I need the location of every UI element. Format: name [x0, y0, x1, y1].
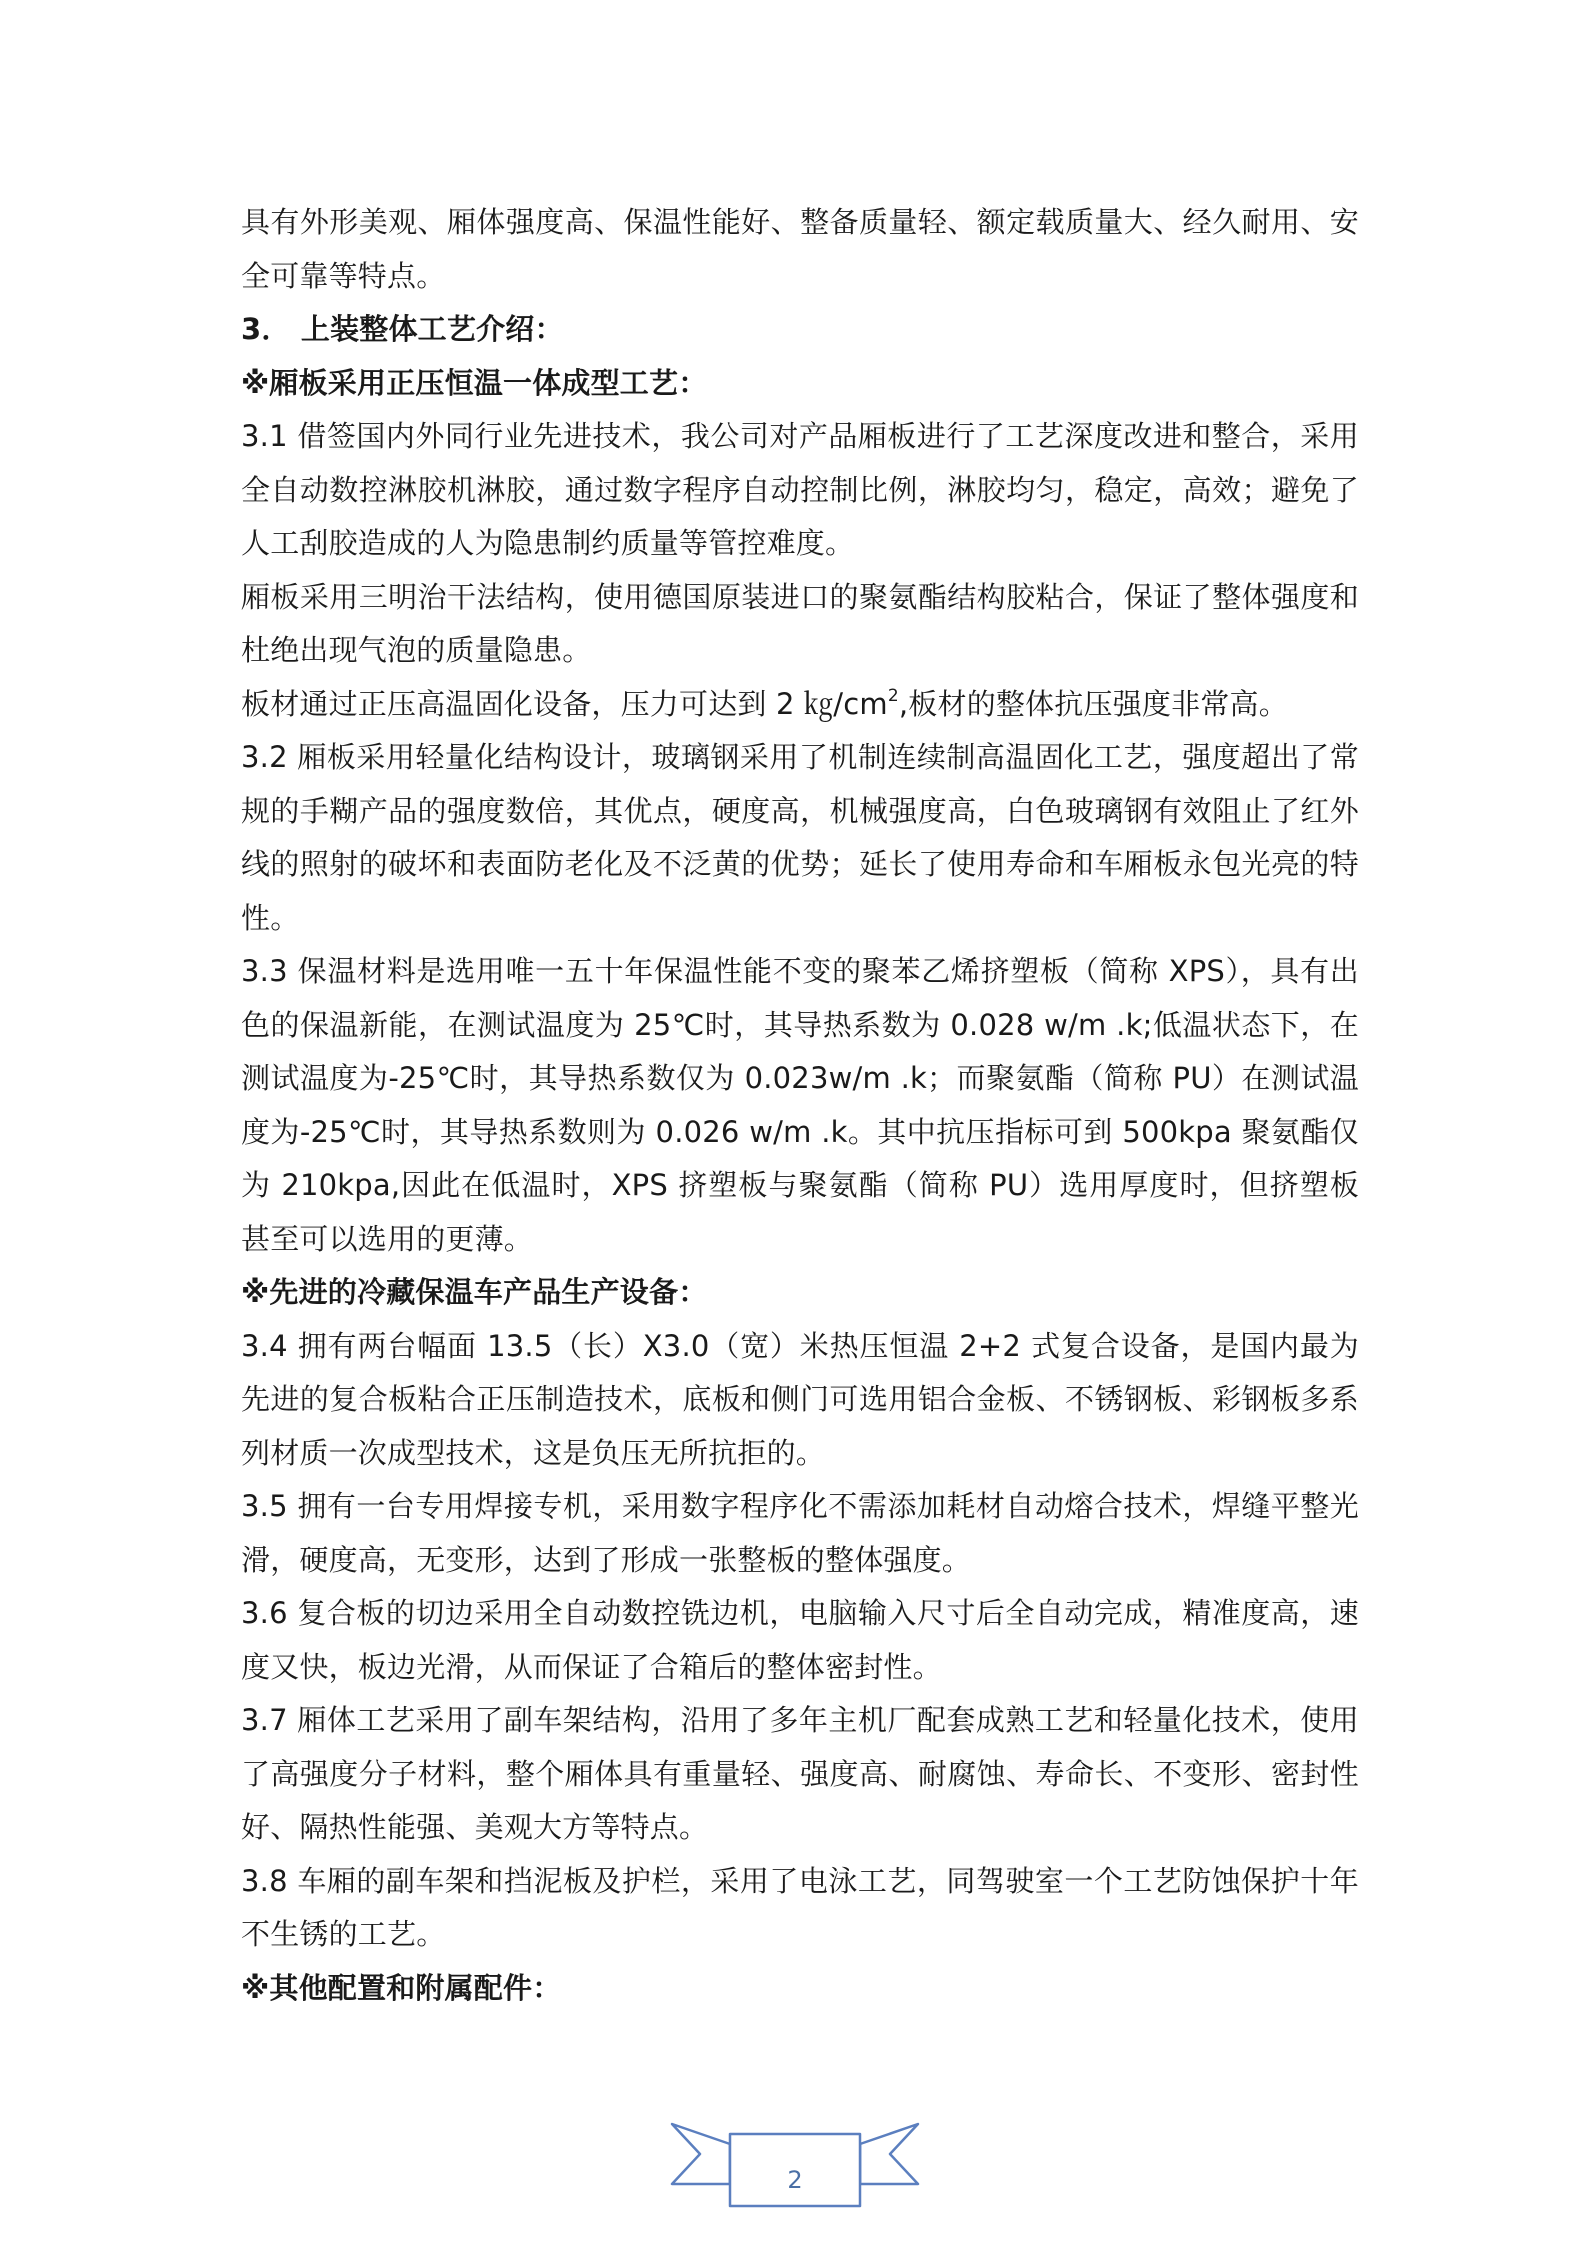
paragraph-3-2: 3.2 厢板采用轻量化结构设计，玻璃钢采用了机制连续制高温固化工艺，强度超出了常规的手糊产品的强度数倍，其优点，硬度高，机械强度高，白色玻璃钢有效阻止了红外线的照射的破坏和表面防老化及不泛黄的优势；延长了使用寿命和车厢板永包光亮的特性。 [241, 740, 1359, 935]
page-number: 2 [787, 2166, 803, 2194]
paragraph-pressure-curing [241, 678, 1359, 732]
pressure-text-start: 板材通过正压高温固化设备，压力可达到 2 ㎏/cm [241, 686, 888, 721]
paragraph-3-3: 3.3 保温材料是选用唯一五十年保温性能不变的聚苯乙烯挤塑板（简称 XPS），具有出色的保温新能，在测试温度为 25℃时，其导热系数为 0.028 w/m .k;低温状态下，在测试温度为-25℃时，其导热系数仅为 0.023w/m .k；而聚氨酯（简称 PU）在测试温度为-25℃时，其导热系数则为 0.026 w/m .k。其中抗压指标可到 500kpa 聚氨酯仅为 210kpa,因此在低温时，XPS 挤塑板与聚氨酯（简称 PU）选用厚度时，但挤塑板甚至可以选用的更薄。 [241, 954, 1359, 1256]
paragraph-intro-continuation: 具有外形美观、厢体强度高、保温性能好、整备质量轻、额定载质量大、经久耐用、安全可靠等特点。 [241, 205, 1359, 293]
subheading-other-config: ※其他配置和附属配件： [241, 1970, 562, 2005]
paragraph-3-7: 3.7 厢体工艺采用了副车架结构，沿用了多年主机厂配套成熟工艺和轻量化技术，使用了高强度分子材料，整个厢体具有重量轻、强度高、耐腐蚀、寿命长、不变形、密封性好、隔热性能强、美观大方等特点。 [241, 1703, 1359, 1844]
subheading-equipment: ※先进的冷藏保温车产品生产设备： [241, 1275, 708, 1309]
page-footer [670, 2096, 920, 2211]
paragraph-3-6: 3.6 复合板的切边采用全自动数控铣边机，电脑输入尺寸后全自动完成，精准度高，速度又快，板边光滑，从而保证了合箱后的整体密封性。 [241, 1596, 1359, 1684]
paragraph-3-4: 3.4 拥有两台幅面 13.5（长）X3.0（宽）米热压恒温 2+2 式复合设备，是国内最为先进的复合板粘合正压制造技术，底板和侧门可选用铝合金板、不锈钢板、彩钢板多系列材质一次成型技术，这是负压无所抗拒的。 [241, 1328, 1359, 1470]
paragraph-3-1: 3.1 借签国内外同行业先进技术，我公司对产品厢板进行了工艺深度改进和整合，采用全自动数控淋胶机淋胶，通过数字程序自动控制比例，淋胶均匀，稳定，高效；避免了人工刮胶造成的人为隐患制约质量等管控难度。 [241, 419, 1359, 560]
superscript-2: 2 [887, 685, 899, 706]
section-heading-3: 3． 上装整体工艺介绍： [241, 312, 564, 346]
paragraph-3-8: 3.8 车厢的副车架和挡泥板及护栏，采用了电泳工艺，同驾驶室一个工艺防蚀保护十年不生锈的工艺。 [241, 1863, 1359, 1951]
document-body [241, 196, 1359, 2015]
paragraph-3-5: 3.5 拥有一台专用焊接专机，采用数字程序化不需添加耗材自动熔合技术，焊缝平整光滑，硬度高，无变形，达到了形成一张整板的整体强度。 [241, 1489, 1359, 1577]
pressure-text-end: ,板材的整体抗压强度非常高。 [898, 686, 1288, 721]
subheading-panel-process: ※厢板采用正压恒温一体成型工艺： [241, 365, 708, 400]
paragraph-sandwich-structure: 厢板采用三明治干法结构，使用德国原装进口的聚氨酯结构胶粘合，保证了整体强度和杜绝出现气泡的质量隐患。 [241, 579, 1359, 667]
